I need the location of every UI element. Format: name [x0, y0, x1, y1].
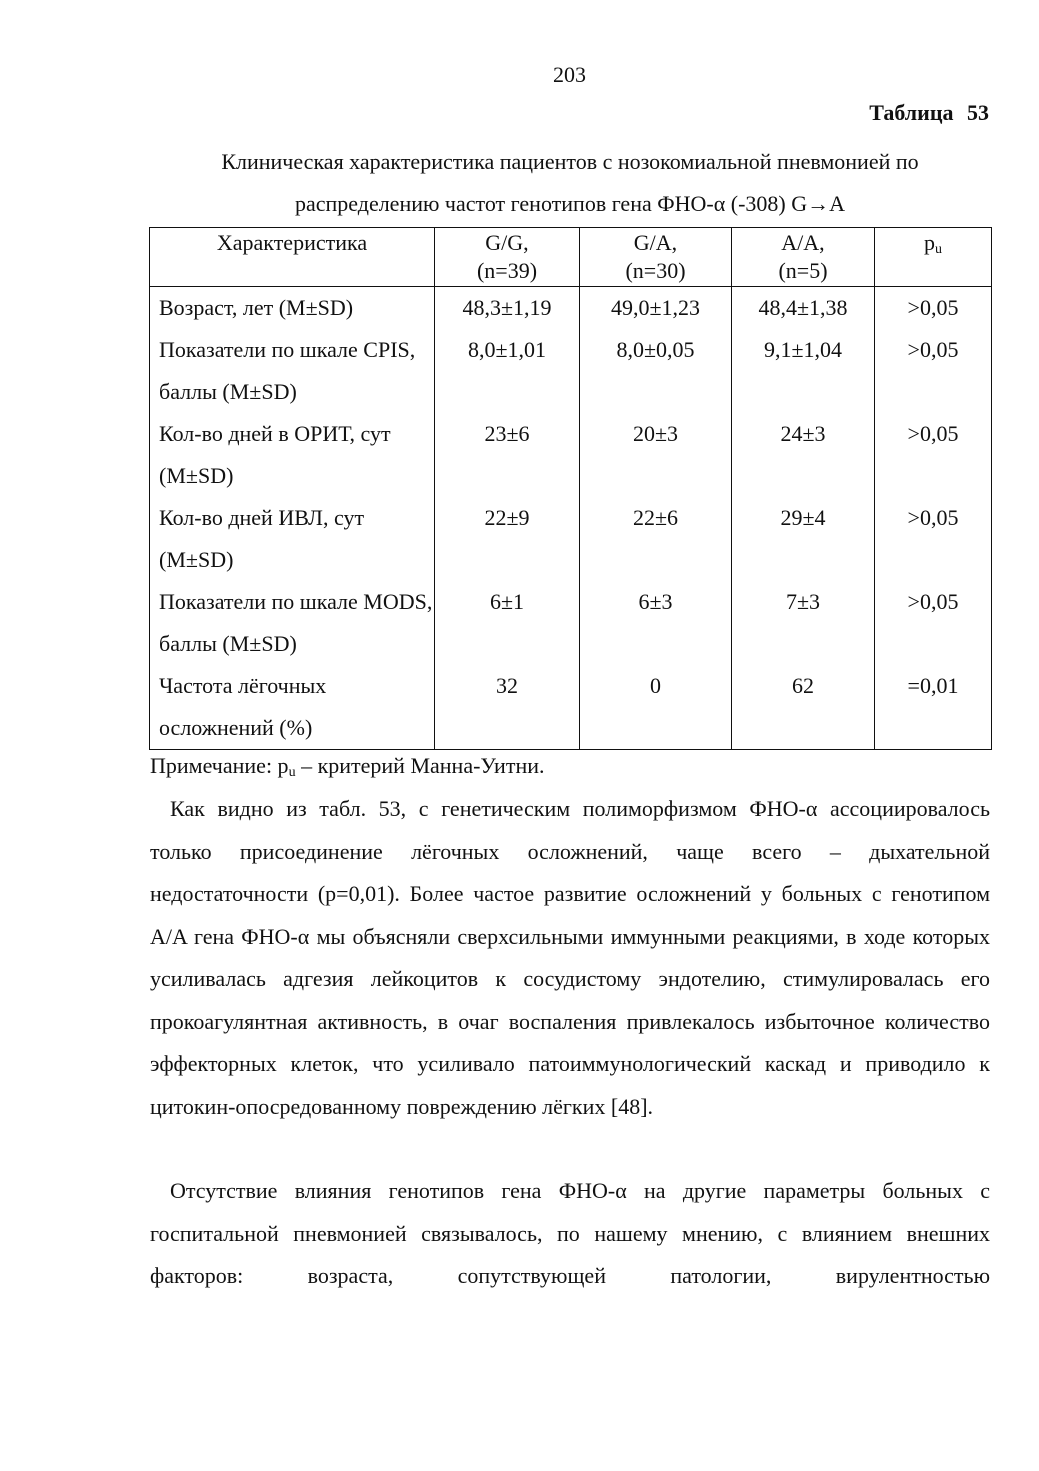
cell-p: >0,05: [875, 329, 992, 413]
row-label: Кол-во дней ИВЛ, сут (M±SD): [150, 497, 435, 581]
header-characteristic: [150, 228, 435, 287]
cell-aa: 29±4: [732, 497, 875, 581]
cell-gg: 23±6: [435, 413, 580, 497]
cell-p: >0,05: [875, 413, 992, 497]
header-gg-line1: G/G,: [485, 230, 529, 255]
table-header-row: [150, 228, 992, 287]
header-aa-line1: A/A,: [781, 230, 825, 255]
page-number: 203: [553, 62, 586, 87]
cell-gg: 8,0±1,01: [435, 329, 580, 413]
cell-ga: 20±3: [580, 413, 732, 497]
cell-gg: 48,3±1,19: [435, 287, 580, 330]
cell-p: >0,05: [875, 497, 992, 581]
header-aa-line2: (n=5): [778, 258, 828, 283]
cell-ga: 49,0±1,23: [580, 287, 732, 330]
cell-ga: 8,0±0,05: [580, 329, 732, 413]
cell-aa: 7±3: [732, 581, 875, 665]
cell-gg: 32: [435, 665, 580, 750]
table-caption: [150, 141, 990, 225]
caption-line-1: Клиническая характеристика пациентов с нозокомиальной пневмонией по: [221, 149, 919, 174]
header-p-letter: p: [924, 230, 935, 255]
table-row: [150, 665, 992, 750]
header-ga: [580, 228, 732, 287]
table-row: [150, 413, 992, 497]
cell-ga: 22±6: [580, 497, 732, 581]
note-subscript: u: [288, 765, 296, 780]
table-label: Таблица 53: [869, 100, 989, 125]
header-p-subscript: u: [935, 242, 942, 257]
row-label: Показатели по шкале MODS, баллы (M±SD): [150, 581, 435, 665]
table-row: [150, 287, 992, 330]
table-row: [150, 581, 992, 665]
header-ga-line2: (n=30): [625, 258, 686, 283]
cell-ga: 6±3: [580, 581, 732, 665]
header-aa: [732, 228, 875, 287]
row-label: Возраст, лет (M±SD): [150, 287, 435, 330]
header-p-value: [875, 228, 992, 287]
row-label: Кол-во дней в ОРИТ, сут (M±SD): [150, 413, 435, 497]
body-paragraph-2: Отсутствие влияния генотипов гена ФНО-α на другие параметры больных с госпитальной пневмонией связывалось, по нашему мнению, с влиянием внешних факторов: возраста, сопутствующей патологии, вирулентностью: [150, 1178, 990, 1288]
cell-aa: 48,4±1,38: [732, 287, 875, 330]
row-label: Показатели по шкале CPIS, баллы (M±SD): [150, 329, 435, 413]
table-row: [150, 497, 992, 581]
cell-ga: 0: [580, 665, 732, 750]
cell-aa: 62: [732, 665, 875, 750]
note-prefix: Примечание: p: [150, 753, 289, 778]
cell-p: =0,01: [875, 665, 992, 750]
caption-line-2: распределению частот генотипов гена ФНО-α (-308) G→A: [294, 191, 846, 216]
cell-p: >0,05: [875, 581, 992, 665]
cell-aa: 24±3: [732, 413, 875, 497]
cell-p: >0,05: [875, 287, 992, 330]
table-row: [150, 329, 992, 413]
header-characteristic-label: Характеристика: [216, 230, 368, 255]
header-ga-line1: G/A,: [633, 230, 678, 255]
cell-aa: 9,1±1,04: [732, 329, 875, 413]
header-gg-line2: (n=39): [476, 258, 538, 283]
header-gg: [435, 228, 580, 287]
genotype-table: [149, 227, 992, 750]
cell-gg: 6±1: [435, 581, 580, 665]
row-label: Частота лёгочных осложнений (%): [150, 665, 435, 750]
table-note: [150, 753, 545, 781]
body-paragraph-1: Как видно из табл. 53, с генетическим полиморфизмом ФНО-α ассоциировалось только присоединение лёгочных осложнений, чаще всего – дыхательной недостаточности (p=0,01). Более частое развитие осложнений у больных с генотипом A/A гена ФНО-α мы объясняли сверхсильными иммунными реакциями, в ходе которых усиливалась адгезия лейкоцитов к сосудистому эндотелию, стимулировалась его прокоагулянтная активность, в очаг воспаления привлекалось избыточное количество эффекторных клеток, что усиливало патоиммунологический каскад и приводило к цитокин-опосредованному повреждению лёгких [48].: [150, 796, 990, 1119]
cell-gg: 22±9: [435, 497, 580, 581]
note-suffix: – критерий Манна-Уитни.: [295, 753, 545, 778]
